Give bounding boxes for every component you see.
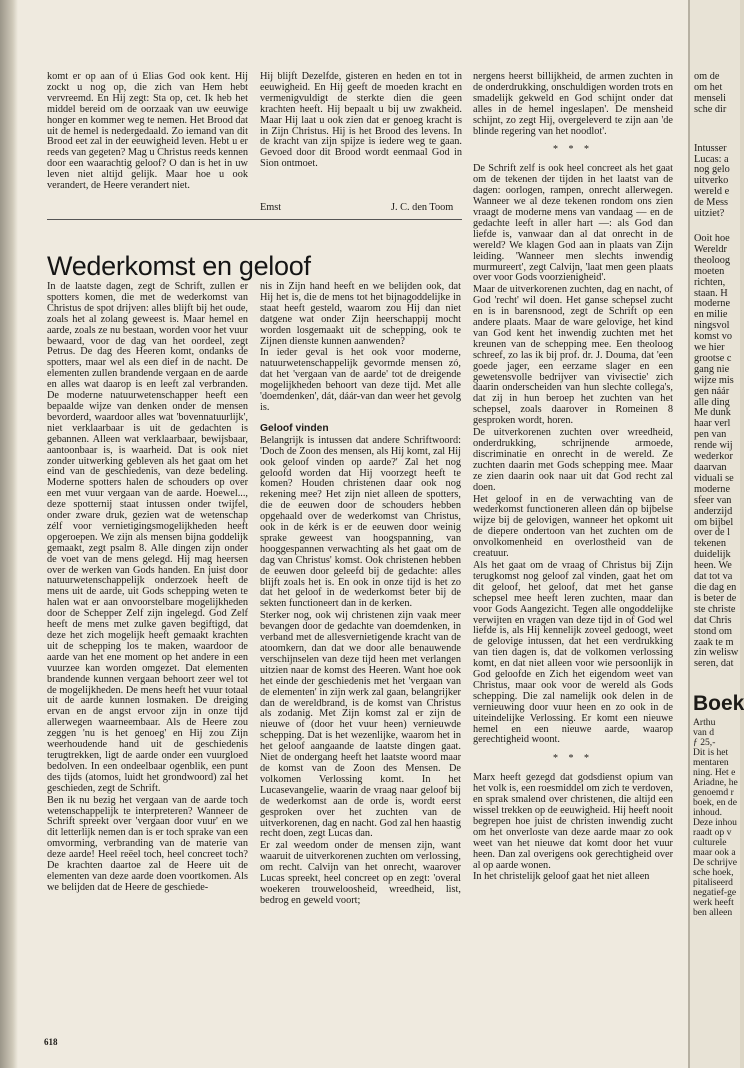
np-line: gang nie <box>694 363 730 375</box>
paragraph: Ben ik nu bezig het vergaan van de aarde toch wetenschappelijk te interpreteren? Wanneer de Schrift spreekt over 'vergaan door vuur' en we dit letterlijk nemen dan is er toch sprake van een omvorming, verbranding van de materie van deze aarde! Heel reëel toch, heel concreet toch? De krachten daartoe zal de Heere uit de elementen van deze aarde doen voortkomen. Als we belijden dat de Heere de geschiede- <box>47 794 248 893</box>
np-line: richten, <box>694 276 726 288</box>
np-line: om bijbel <box>694 516 734 528</box>
np-small-line: culturele <box>693 837 727 849</box>
np-line: uitverko <box>694 175 729 187</box>
signature-place: Emst <box>260 202 282 213</box>
adjacent-page-edge <box>688 0 744 1068</box>
np-small-line: ning. Het e <box>693 767 736 779</box>
np-small-line: mentaren <box>693 757 729 769</box>
np-line: grootse c <box>694 352 732 364</box>
top-column-1-text: komt er op aan of ú Elias God ook kent. Hij zockt u nog op, die zich van Hem hebt vervreemd. En Hij zegt: Sta op, cet. Ik heb het middel bereid om de oorzaak van uw eeuwige honger en kommer weg te nemen. Het Brood dat uit de hemel is nedergedaald. Zo iemand van dit Brood eet zal in der eeuwigheid leven. Hebt u er reeds van gegeten? Mag u Christus reeds kennen door een waarachtig geloof? O dan is het in uw leven niet altijd gelijk. Maar hoe u ook verandert, de Heere verandert niet. <box>47 71 249 192</box>
binding-shadow <box>0 0 18 1068</box>
np-small-line: sche hoek, <box>693 867 734 879</box>
paragraph: Als het gaat om de vraag of Christus bij Zijn terugkomst nog geloof zal vinden, gaat het om dit geloof, het geloof, dat met het ganse schepsel mee heeft leren zuchten, maar dan voor Gods Aangezicht. Tegen alle ongoddelijke verwijten en vragen van deze tijd in of God wel liefde is, als Hij kennelijk zoveel gedoogt, weet de gelovige intussen, dat het een verdrukking van tien dagen is, dat de volkomen verlossing komt, en dat niet alleen voor wie persoonlijk in God geloofde en Zich het eigendom weet van Christus, maar ook voor de wereld als Gods schepping. Die zal namelijk ook delen in de vernieuwing door vuur heen en zo ook in de uiteindelijke Verlossing. Er komt een nieuwe hemel en een nieuwe aarde, waarop gerechtigheid woont. <box>473 559 673 746</box>
np-line: over de l <box>694 527 731 539</box>
np-block <box>690 234 740 670</box>
np-small-line: pitaliseerd <box>693 877 733 889</box>
np-small-line: van d <box>693 727 715 739</box>
np-line: zaak te m <box>694 636 734 648</box>
np-line: menseli <box>694 92 727 104</box>
paragraph: nis in Zijn hand heeft en we belijden ook, dat Hij het is, die de mens tot het bijnagoddelijke in staat heeft gesteld, waarom zou Hij dan niet datgene wat onder Zijn heerschappij mocht worden losgemaakt uit de schepping, ook te Zijnen dienste kunnen aanwenden? <box>260 281 461 347</box>
top-column-1 <box>47 72 248 193</box>
np-line: die dag en <box>694 581 737 593</box>
np-line: moderne <box>694 298 731 310</box>
paragraph: Belangrijk is intussen dat andere Schriftwoord: 'Doch de Zoon des mensen, als Hij komt, zal Hij ook geloof vinden op aarde?' Zal het nog geloofd worden dat Hij voorzegt heeft te komen? Houden christenen daar ook nog rekening mee? Het zijn niet alleen de spotters, die de eeuwen door de schouders hebben opgehaald over de wederkomst van Christus, ook in de kérk is er de eeuwen door weinig sprake geweest van hoogspanning, van hooggespannen verwachting als het gaat om de dag van Christus' komst. Ook christenen hebben de eeuwen door geleefd bij de gedachte: alles blijft zoals het is. En ook in onze tijd is het zo dat het geloof in de wederkomst beter bij de sekten functioneert dan in de kerken. <box>260 434 461 610</box>
np-small-line: ƒ 25,- <box>693 737 716 749</box>
np-line: wijze mis <box>694 374 734 386</box>
np-line: sche dir <box>694 103 727 115</box>
paragraph: nergens heerst billijkheid, de armen zuchten in de onderdrukking, onschuldigen worden trots en smadelijk gekweld en God schijnt onder dat alles in de hemel ingeslapen'. De mensheid schijnt, zo zegt Hij, overgeleverd te zijn aan 'de blinde regering van het noodlot'. <box>473 71 673 137</box>
page-number: 618 <box>44 1037 58 1047</box>
np-line: staan. H <box>694 287 728 299</box>
article-title: Wederkomst en geloof <box>47 251 311 281</box>
np-line: rende wij <box>694 440 733 452</box>
paragraph: In het christelijk geloof gaat het niet alleen <box>473 871 650 883</box>
paragraph: In de laatste dagen, zegt de Schrift, zullen er spotters komen, die met de wederkomst van Christus de spot drijven: alles blijft bij het oude, zoals het al zolang geweest is. Maar hemel en aarde, zoals ze nu bestaan, worden voor het vuur bewaard, voor de dag van het oordeel, zegt Petrus. De dag des Heeren komt, ondanks de spotters, maar wel als een dief in de nacht. De elementen zullen brandende vergaan en de aarde en alles wat daarop is en leeft zal verbranden. De moderne natuurwetenschapper heeft een bepaalde wijze van denken onder de mensen bevorderd, waardoor alles wat 'bovennatuurlijk', niet verklaarbaar is uit de gedachten is gebannen. Alleen wat verklaarbaar, bewijsbaar, aantoonbaar is, is waarheid. Dat is ook niet zonder uitwerking gebleven als het gaat om het eind van de geschiedenis, van deze bedeling. Moderne spotters halen de schouders op over een met vuur vergaan van de aarde. Hoewel..., deze spotternij staat intussen onder twijfel, onder zware druk, gezien wat de wetenschap zélf voor vernietigingsmogelijkheden heeft opgeroepen. We zijn als mensen bijna goddelijk gemaakt, zegt psalm 8. Alle dingen zijn onder de voet van de mens gelegd. Hij mag heersen over de werken van Gods handen. En juist door natuurwetenschappelijk onderzoek heeft de mens uit de aarde, uit Gods schepping weten te halen wat er aan onvoorstelbare mogelijkheden door de Schepper Zelf zijn ingelegd. God Zelf heeft de mens met zulke gaven begiftigd, dat deze het zich mogelijk heeft gemaakt krachten uit de schepping los te maken, waardoor de aarde van het ene moment op het andere in een vuurzee kan worden omgezet. Dat elementen brandende kunnen vergaan behoort zeer wel tot de mogelijkheden. De mens heeft het vuur totaal uit de aarde kunnen losmaken. De dreiging ervan en de angst ervoor zijn in onze tijd allerwegen waarneembaar. Als de Heere zou zeggen 'nu is het genoeg' en Hij zou Zijn weerhoudende hand uit de geschiedenis terugtrekken, ligt de aarde onder een vuurgloed bedolven. In een ondeelbaar ogenblik, een punt des tijds (atomos, luidt het grondwoord) zal het geschieden, zegt de Schrift. <box>47 281 248 794</box>
paragraph: Marx heeft gezegd dat godsdienst opium van het volk is, een roesmiddel om zich te verdoven, en sprak smalend over christenen, die altijd een wissel trekken op de eeuwigheid. Hij heeft nooit begrepen hoe juist de christen inwendig zucht om het onverloste van deze aarde maar zo ook weet van het nieuwe dat komt door het vuur heen. Dan zal overigens ook gerechtigheid over al op aarde wonen. <box>473 772 673 871</box>
np-small-line: De schrijve <box>693 857 737 869</box>
np-line: dat tot va <box>694 571 733 583</box>
np-small-line: maar ook a <box>693 847 736 859</box>
np-small-line: Ariadne, he <box>693 777 738 789</box>
np-line: Intusser <box>694 142 727 154</box>
subheading-geloof-vinden: Geloof vinden <box>260 422 329 434</box>
np-line: moderne <box>694 483 731 495</box>
np-line: gen náár <box>694 385 730 397</box>
np-line: theoloog <box>694 254 731 266</box>
np-small-line: werk heeft <box>693 897 734 909</box>
paragraph: Sterker nog, ook wij christenen zijn vaak meer bevangen door de gedachte van doemdenken, in verband met de allesvernietigende kracht van de atoomkern, dan dat we door alle benauwende verschijnselen van deze tijd heen met verlangen uitzien naar de komst des Heeren. Want hoe ook het einde der geschiedenis met het 'vergaan van de elementen' in zijn werk zal gaan, belangrijker dan de wereldbrand, is de komst van Christus als zodanig. Met Zijn komst zal er zijn de nieuwe of (door het vuur heen) vernieuwde schepping. Dat is het wezenlijke, waarom het in het geloof aangaande de laatste dingen gaat. Niet de ondergang heeft het laatste woord maar de komst van de Zoon des Mensen. De volkomen Verlossing komt. In het Lucasevangelie, waarin de vraag naar geloof bij de wederkomst aan de orde is, wordt eerst gesproken over het zuchten van de uitverkorenen, dag en nacht. God zal hen haastig recht doen, zegt Lucas dan. <box>260 610 462 840</box>
np-small-line: ben alleen <box>693 907 733 919</box>
top-column-2-text: Hij blijft Dezelfde, gisteren en heden en tot in eeuwigheid. En Hij geeft de moeden kracht en vermenigvuldigt de sterkte dien die geen krachten heeft. Hij bepaalt u bij uw zwakheid. Maar Hij laat u ook zien dat er genoeg kracht is in Zijn Christus. Hij is het Brood des levens. In de kracht van zijn spijze is iedere weg te gaan. Gevoed door dit Brood wordt eenmaal God in Sion ontmoet. <box>260 71 462 170</box>
np-line: is beter de <box>694 592 737 604</box>
paragraph: De uitverkorenen zuchten over wreedheid, onderdrukking, schrijnende armoede, discriminatie en onrecht in de wereld. Ze zuchten daarin met Gods schepping mee. Maar ze zien daarin ook naar uit dat God recht zal doen. <box>473 427 673 493</box>
np-small-block <box>690 718 740 918</box>
paragraph: De Schrift zelf is ook heel concreet als het gaat om de tekenen der tijden in het laatst van de dagen: oorlogen, rampen, onrecht allerwegen. Wanneer we al deze tekenen rondom ons zien vraagt de moderne mens van vandaag — en de gedachte leeft in aller hart —: als God dan liefde is, vanwaar dan al dat onrecht in de wereld? We klagen God aan in plaats van Zijn leiding. 'Wanneer men slechts inwendig murmureert', zegt Calvijn, 'laat men geen plaats over voor Gods voorzienigheid'. <box>473 163 673 284</box>
np-line: zin welisw <box>694 647 739 659</box>
np-line: heen. We <box>694 560 732 572</box>
section-break-stars: * * * <box>553 144 593 156</box>
np-small-line: raadt op v <box>693 827 732 839</box>
np-line: uitziet? <box>694 208 725 220</box>
article-column-2 <box>260 282 461 908</box>
np-line: Me dunk <box>694 407 731 419</box>
np-line: en milie <box>694 309 728 321</box>
np-small-line: negatief-ge <box>693 887 737 899</box>
np-line: nog gelo <box>694 164 730 176</box>
np-line: we hier <box>694 342 725 354</box>
np-line: komst vo <box>694 331 733 343</box>
np-line: moeten <box>694 265 725 277</box>
paragraph: Er zal weedom onder de mensen zijn, want waaruit de uitverkorenen zuchten om verlossing, om recht. Calvijn van het onrecht, waarover Lucas spreekt, heel concreet op en zegt: 'overal woekeren trouweloosheid, wreedheid, list, bedrog en geweld voort; <box>260 840 461 906</box>
np-small-line: Dit is het <box>693 747 729 759</box>
paragraph: In ieder geval is het ook voor moderne, natuurwetenschappelijk gevormde mensen zó, dat het 'vergaan van de aarde' tot de dreigende mogelijkheden behoort van deze tijd. Met alle 'doemdenken', dát, dáár-van dan weer het gevolg is. <box>260 347 461 413</box>
np-line: stond om <box>694 625 733 637</box>
np-line: Ooit hoe <box>694 232 730 244</box>
signature-author: J. C. den Toom <box>391 202 454 213</box>
np-line: ningsvol <box>694 320 730 332</box>
np-small-line: genoemd r <box>693 787 734 799</box>
np-small-line: Arthu <box>693 717 716 729</box>
np-line: duidelijk <box>694 549 731 561</box>
np-line: dat Chris <box>694 614 732 626</box>
top-column-2 <box>260 72 462 171</box>
np-small-line: Deze inhou <box>693 817 737 829</box>
np-line: wederkor <box>694 451 733 463</box>
np-line: sfeer van <box>694 494 732 506</box>
np-small-line: boek, en de <box>693 797 737 809</box>
np-line: seren, dat <box>694 658 734 670</box>
section-break-stars: * * * <box>553 753 593 765</box>
np-line: viduali se <box>694 472 734 484</box>
np-line: wereld e <box>694 186 730 198</box>
np-line: daarvan <box>694 462 727 473</box>
np-line: tekenen <box>694 538 727 550</box>
np-small-line: inhoud. <box>693 807 723 819</box>
paragraph: Maar de uitverkorenen zuchten, dag en nacht, of God 'recht' wil doen. Het ganse schepsel zucht en is in barensnood, zegt de Schrift op een andere plaats. Maar de ware gelovige, het kind van God kent het inwendig zuchten met het kreunen van de schepping mee. Een theoloog schreef, zo las ik bij prof. dr. J. Douma, dat 'een goede jager, een eerzame slager en een gewetensvolle bedrijver van vivisectie' zich daarin onderscheiden van hun slechte collega's, dat zij in hun beroep het zuchten van het schepsel, zoals daarover in Romeinen 8 gesproken wordt, horen. <box>473 284 673 427</box>
np-line: Lucas: a <box>694 153 729 165</box>
np-line: ste christe <box>694 603 736 615</box>
np-line: pen van <box>694 429 727 441</box>
article-column-3 <box>473 72 673 884</box>
np-line: anderzijd <box>694 505 733 517</box>
np-line: Wereldr <box>694 243 727 255</box>
article-column-1 <box>47 282 248 895</box>
np-line: alle ding <box>694 396 730 408</box>
np-line: om de <box>694 71 720 82</box>
np-line: haar verl <box>694 418 731 430</box>
np-heading: Boek <box>693 692 744 716</box>
np-line: om het <box>694 81 723 93</box>
section-divider <box>47 219 462 220</box>
paragraph: Het geloof in en de verwachting van de wederkomst functioneren alleen dán op bijbelse wijze bij de gelovigen, wanneer het opkomt uit de diepere ondertoon van het zuchten om de onvolkomenheid en overlostheid van de creatuur. <box>473 493 673 560</box>
np-line: de Mess <box>694 197 729 209</box>
